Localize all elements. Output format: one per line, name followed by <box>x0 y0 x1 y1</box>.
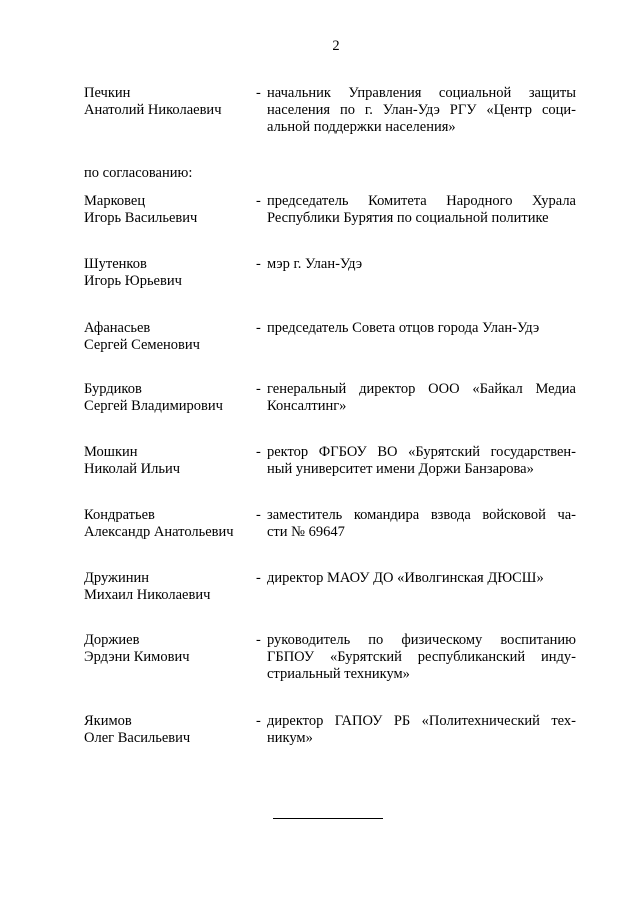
member-given-names: Михаил Николаевич <box>84 587 211 603</box>
member-name <box>84 85 254 119</box>
member-name <box>84 570 254 604</box>
separator-dash: - <box>256 713 261 729</box>
role-line: директор МАОУ ДО «Иволгинская ДЮСШ» <box>267 570 544 586</box>
member-role <box>267 444 576 478</box>
member-surname: Афанасьев <box>84 320 151 336</box>
member-given-names: Сергей Владимирович <box>84 398 223 414</box>
role-line: никум» <box>267 730 313 746</box>
separator-dash: - <box>256 444 261 460</box>
section-label: по согласованию: <box>84 165 193 181</box>
role-line: ректор ФГБОУ ВО «Бурятский государствен- <box>267 444 576 460</box>
role-line: населения по г. Улан-Удэ РГУ «Центр соци- <box>267 102 576 118</box>
role-line: председатель Комитета Народного Хурала <box>267 193 576 209</box>
role-line: сти № 69647 <box>267 524 345 540</box>
role-line: Республики Бурятия по социальной политике <box>267 210 549 226</box>
closing-rule <box>273 818 383 819</box>
member-name <box>84 193 254 227</box>
member-given-names: Олег Васильевич <box>84 730 191 746</box>
member-given-names: Эрдэни Кимович <box>84 649 190 665</box>
member-role <box>267 713 576 747</box>
role-line: заместитель командира взвода войсковой ча- <box>267 507 576 523</box>
member-name <box>84 256 254 290</box>
role-line: начальник Управления социальной защиты <box>267 85 576 101</box>
member-surname: Дружинин <box>84 570 150 586</box>
member-role <box>267 507 576 541</box>
separator-dash: - <box>256 320 261 336</box>
role-line: ГБПОУ «Бурятский республиканский инду- <box>267 649 576 665</box>
member-given-names: Александр Анатольевич <box>84 524 234 540</box>
role-line: директор ГАПОУ РБ «Политехнический тех- <box>267 713 576 729</box>
member-name <box>84 320 254 354</box>
page-number: 2 <box>332 38 340 54</box>
separator-dash: - <box>256 193 261 209</box>
member-surname: Доржиев <box>84 632 140 648</box>
member-name <box>84 713 254 747</box>
member-name <box>84 381 254 415</box>
member-given-names: Николай Ильич <box>84 461 181 477</box>
role-line: генеральный директор ООО «Байкал Медиа <box>267 381 576 397</box>
separator-dash: - <box>256 570 261 586</box>
member-surname: Марковец <box>84 193 146 209</box>
role-line: председатель Совета отцов города Улан-Удэ <box>267 320 540 336</box>
member-role <box>267 570 576 587</box>
member-given-names: Игорь Васильевич <box>84 210 198 226</box>
member-given-names: Игорь Юрьевич <box>84 273 182 289</box>
separator-dash: - <box>256 632 261 648</box>
role-line: Консалтинг» <box>267 398 347 414</box>
member-surname: Бурдиков <box>84 381 142 397</box>
role-line: руководитель по физическому воспитанию <box>267 632 576 648</box>
role-line: ный университет имени Доржи Банзарова» <box>267 461 534 477</box>
role-line: мэр г. Улан-Удэ <box>267 256 363 272</box>
member-role <box>267 85 576 136</box>
role-line: альной поддержки населения» <box>267 119 456 135</box>
separator-dash: - <box>256 381 261 397</box>
member-role <box>267 632 576 683</box>
role-line: стриальный техникум» <box>267 666 410 682</box>
member-surname: Кондратьев <box>84 507 155 523</box>
separator-dash: - <box>256 507 261 523</box>
member-given-names: Сергей Семенович <box>84 337 200 353</box>
member-role <box>267 381 576 415</box>
member-role <box>267 256 576 273</box>
member-surname: Печкин <box>84 85 131 101</box>
member-name <box>84 632 254 666</box>
member-name <box>84 444 254 478</box>
separator-dash: - <box>256 85 261 101</box>
member-given-names: Анатолий Николаевич <box>84 102 222 118</box>
member-surname: Шутенков <box>84 256 147 272</box>
member-role <box>267 320 576 337</box>
member-name <box>84 507 254 541</box>
member-role <box>267 193 576 227</box>
separator-dash: - <box>256 256 261 272</box>
member-surname: Мошкин <box>84 444 138 460</box>
member-surname: Якимов <box>84 713 132 729</box>
